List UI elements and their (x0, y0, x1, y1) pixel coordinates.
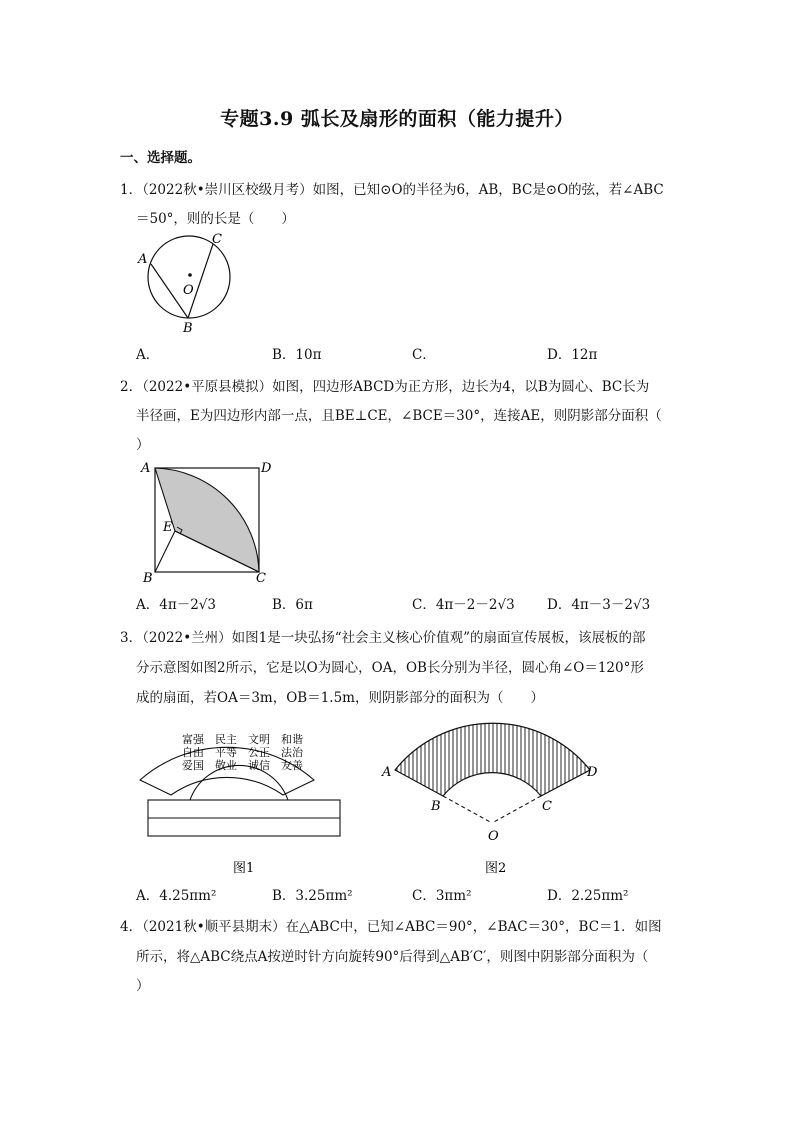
section-heading: 一、选择题。 (120, 150, 201, 166)
q2-line2: 半径画，E为四边形内部一点，且BE⊥CE，∠BCE＝30°，连接AE，则阴影部分面积（ (136, 408, 662, 424)
q3-label-c: C (542, 799, 552, 814)
q1-option-a: A． (136, 347, 160, 363)
q3-figure-2-sector (372, 712, 612, 877)
q2-option-d: D．4π－3－2√3 (547, 597, 651, 613)
q1-circle-figure (130, 228, 250, 338)
q3-option-a: A．4.25πm² (136, 888, 217, 904)
q2-option-a: A．4π－2√3 (136, 597, 216, 613)
q4-line2: 所示，将△ABC绕点A按逆时针方向旋转90°后得到△AB′C′，则图中阴影部分面积为（ (136, 949, 649, 965)
q3-fig1-row-2: 自由 平等 公正 法治 (182, 746, 303, 759)
page-title: 专题3.9 弧长及扇形的面积（能力提升） (220, 108, 574, 130)
q2-label-d: D (261, 461, 272, 476)
q3-option-c: C．3πm² (412, 888, 472, 904)
q1-line2: ＝50°，则的长是（ ） (136, 211, 295, 227)
q3-label-o: O (488, 829, 499, 844)
q3-figure-1-fan-board (130, 712, 355, 877)
q1-label-b: B (183, 321, 193, 336)
q2-option-b: B．6π (272, 597, 313, 613)
q2-option-c: C．4π－2－2√3 (412, 597, 515, 613)
q4-line3: ） (136, 978, 150, 994)
q2-line3: ） (136, 437, 150, 453)
q1-option-b: B．10π (272, 347, 322, 363)
q2-label-e: E (163, 520, 173, 535)
q3-fig1-row-3: 爱国 敬业 诚信 友善 (182, 759, 303, 772)
q2-line1: 2．（2022•平原县模拟）如图，四边形ABCD为正方形，边长为4，以B为圆心、BC长为 (120, 379, 650, 395)
q1-label-o: O (183, 283, 194, 298)
q3-option-b: B．3.25πm² (272, 888, 353, 904)
q4-line1: 4．（2021秋•顺平县期末）在△ABC中，已知∠ABC＝90°，∠BAC＝30°，BC＝1．如图 (120, 919, 662, 935)
q2-label-a: A (141, 461, 151, 476)
q1-line1: 1．（2022秋•崇川区校级月考）如图，已知⊙O的半径为6，AB，BC是⊙O的弦，若∠ABC (120, 182, 664, 198)
q3-line3: 成的扇面，若OA＝3m，OB＝1.5m，则阴影部分的面积为（ ） (136, 690, 544, 706)
q3-line2: 分示意图如图2所示，它是以O为圆心，OA，OB长分别为半径，圆心角∠O＝120°形 (136, 660, 644, 676)
q3-option-d: D．2.25πm² (547, 888, 629, 904)
q3-line1: 3．（2022•兰州）如图1是一块弘扬“社会主义核心价值观”的扇面宣传展板，该展板的部 (120, 630, 646, 646)
q1-option-d: D．12π (547, 347, 598, 363)
q3-fig2-caption: 图2 (485, 861, 507, 876)
q2-label-c: C (256, 571, 266, 585)
q2-label-b: B (143, 571, 153, 585)
q1-label-c: C (212, 232, 222, 247)
q3-fig1-row-1: 富强 民主 文明 和谐 (182, 733, 303, 746)
q3-fig1-caption: 图1 (233, 861, 255, 876)
q1-option-c: C． (412, 347, 436, 363)
q3-label-d: D (587, 765, 598, 780)
q1-label-a: A (138, 252, 148, 267)
q3-label-b: B (431, 799, 441, 814)
q3-label-a: A (382, 765, 392, 780)
q2-square-figure (130, 455, 290, 585)
